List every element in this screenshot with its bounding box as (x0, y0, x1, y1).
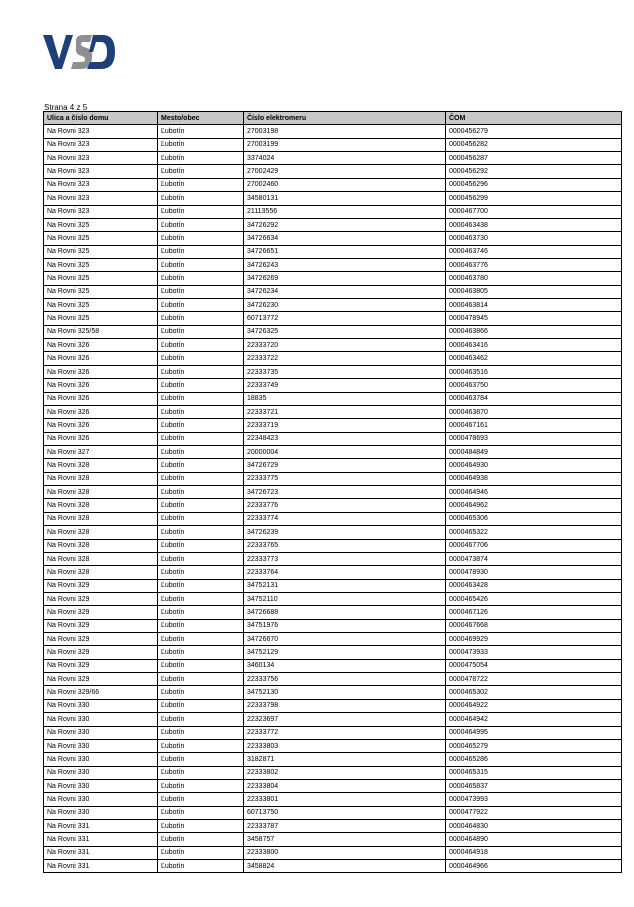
cell-city: Ľubotín (158, 486, 244, 499)
cell-street: Na Rovni 329 (44, 646, 158, 659)
cell-city: Ľubotín (158, 432, 244, 445)
cell-city: Ľubotín (158, 285, 244, 298)
cell-street: Na Rovni 325/58 (44, 325, 158, 338)
cell-meter-number: 34580131 (244, 192, 446, 205)
cell-com: 0000463438 (446, 218, 622, 231)
table-row (44, 779, 622, 792)
cell-com: 0000463416 (446, 339, 622, 352)
cell-meter-number: 22333773 (244, 552, 446, 565)
cell-street: Na Rovni 323 (44, 138, 158, 151)
cell-street: Na Rovni 323 (44, 192, 158, 205)
cell-city: Ľubotín (158, 379, 244, 392)
cell-com: 0000456287 (446, 152, 622, 165)
cell-com: 0000464830 (446, 820, 622, 833)
cell-meter-number: 34726269 (244, 272, 446, 285)
cell-city: Ľubotín (158, 405, 244, 418)
cell-street: Na Rovni 328 (44, 459, 158, 472)
table-row (44, 352, 622, 365)
cell-com: 0000473933 (446, 646, 622, 659)
cell-street: Na Rovni 323 (44, 165, 158, 178)
cell-street: Na Rovni 323 (44, 178, 158, 191)
cell-city: Ľubotín (158, 619, 244, 632)
table-row (44, 339, 622, 352)
cell-com: 0000463780 (446, 272, 622, 285)
cell-city: Ľubotín (158, 806, 244, 819)
cell-street: Na Rovni 328 (44, 499, 158, 512)
cell-meter-number: 22333772 (244, 726, 446, 739)
table-row (44, 699, 622, 712)
cell-street: Na Rovni 325 (44, 312, 158, 325)
cell-street: Na Rovni 330 (44, 779, 158, 792)
cell-city: Ľubotín (158, 686, 244, 699)
cell-street: Na Rovni 326 (44, 379, 158, 392)
cell-com: 0000456282 (446, 138, 622, 151)
cell-com: 0000464890 (446, 833, 622, 846)
cell-street: Na Rovni 331 (44, 860, 158, 873)
cell-street: Na Rovni 329 (44, 633, 158, 646)
cell-meter-number: 18835 (244, 392, 446, 405)
cell-meter-number: 34752129 (244, 646, 446, 659)
cell-street: Na Rovni 328 (44, 566, 158, 579)
cell-com: 0000463428 (446, 579, 622, 592)
cell-city: Ľubotín (158, 606, 244, 619)
cell-street: Na Rovni 328 (44, 526, 158, 539)
cell-meter-number: 34726239 (244, 526, 446, 539)
table-row (44, 138, 622, 151)
cell-street: Na Rovni 325 (44, 258, 158, 271)
cell-com: 0000484849 (446, 445, 622, 458)
cell-meter-number: 22333735 (244, 365, 446, 378)
table-row (44, 245, 622, 258)
cell-city: Ľubotín (158, 165, 244, 178)
cell-meter-number: 21113556 (244, 205, 446, 218)
cell-meter-number: 22333800 (244, 846, 446, 859)
cell-meter-number: 27002460 (244, 178, 446, 191)
header-com: ČOM (446, 112, 622, 125)
cell-com: 0000463750 (446, 379, 622, 392)
cell-com: 0000464918 (446, 846, 622, 859)
cell-meter-number: 34726634 (244, 232, 446, 245)
cell-meter-number: 27003199 (244, 138, 446, 151)
cell-com: 0000463730 (446, 232, 622, 245)
cell-street: Na Rovni 330 (44, 806, 158, 819)
cell-meter-number: 34726230 (244, 299, 446, 312)
cell-street: Na Rovni 326 (44, 365, 158, 378)
table-row (44, 673, 622, 686)
cell-com: 0000478693 (446, 432, 622, 445)
cell-street: Na Rovni 330 (44, 726, 158, 739)
table-row (44, 272, 622, 285)
table-row (44, 432, 622, 445)
cell-meter-number: 34752131 (244, 579, 446, 592)
cell-city: Ľubotín (158, 299, 244, 312)
table-row (44, 405, 622, 418)
cell-city: Ľubotín (158, 860, 244, 873)
page-number: Strana 4 z 5 (44, 103, 88, 112)
cell-city: Ľubotín (158, 258, 244, 271)
cell-com: 0000464962 (446, 499, 622, 512)
table-row (44, 566, 622, 579)
cell-com: 0000467700 (446, 205, 622, 218)
cell-street: Na Rovni 325 (44, 272, 158, 285)
cell-meter-number: 22333765 (244, 539, 446, 552)
cell-city: Ľubotín (158, 579, 244, 592)
cell-city: Ľubotín (158, 526, 244, 539)
cell-city: Ľubotín (158, 592, 244, 605)
cell-street: Na Rovni 330 (44, 739, 158, 752)
cell-street: Na Rovni 326 (44, 405, 158, 418)
cell-meter-number: 22333756 (244, 673, 446, 686)
cell-com: 0000464938 (446, 472, 622, 485)
cell-city: Ľubotín (158, 272, 244, 285)
cell-street: Na Rovni 326 (44, 352, 158, 365)
table-row (44, 539, 622, 552)
cell-city: Ľubotín (158, 566, 244, 579)
cell-street: Na Rovni 325 (44, 232, 158, 245)
table-row (44, 392, 622, 405)
cell-city: Ľubotín (158, 726, 244, 739)
cell-meter-number: 34751976 (244, 619, 446, 632)
cell-city: Ľubotín (158, 552, 244, 565)
cell-meter-number: 22333775 (244, 472, 446, 485)
cell-street: Na Rovni 330 (44, 713, 158, 726)
table-row (44, 205, 622, 218)
table-row (44, 218, 622, 231)
table-row (44, 766, 622, 779)
cell-city: Ľubotín (158, 138, 244, 151)
cell-city: Ľubotín (158, 472, 244, 485)
table-row (44, 312, 622, 325)
cell-city: Ľubotín (158, 192, 244, 205)
cell-city: Ľubotín (158, 779, 244, 792)
cell-meter-number: 34726729 (244, 459, 446, 472)
cell-street: Na Rovni 328 (44, 486, 158, 499)
cell-meter-number: 34726292 (244, 218, 446, 231)
table-row (44, 646, 622, 659)
cell-meter-number: 22333764 (244, 566, 446, 579)
cell-street: Na Rovni 329 (44, 579, 158, 592)
cell-meter-number: 22323697 (244, 713, 446, 726)
cell-com: 0000465279 (446, 739, 622, 752)
cell-meter-number: 34726723 (244, 486, 446, 499)
cell-meter-number: 34726670 (244, 633, 446, 646)
table-row (44, 445, 622, 458)
cell-com: 0000478722 (446, 673, 622, 686)
table-row (44, 860, 622, 873)
cell-street: Na Rovni 329 (44, 592, 158, 605)
cell-com: 0000463870 (446, 405, 622, 418)
cell-meter-number: 22348423 (244, 432, 446, 445)
cell-street: Na Rovni 329 (44, 659, 158, 672)
cell-com: 0000469929 (446, 633, 622, 646)
cell-city: Ľubotín (158, 419, 244, 432)
cell-com: 0000465315 (446, 766, 622, 779)
cell-street: Na Rovni 330 (44, 793, 158, 806)
cell-city: Ľubotín (158, 766, 244, 779)
cell-street: Na Rovni 330 (44, 699, 158, 712)
cell-com: 0000464922 (446, 699, 622, 712)
cell-street: Na Rovni 331 (44, 820, 158, 833)
cell-city: Ľubotín (158, 646, 244, 659)
cell-meter-number: 34726243 (244, 258, 446, 271)
meter-table (43, 111, 622, 873)
cell-city: Ľubotín (158, 152, 244, 165)
cell-meter-number: 22333722 (244, 352, 446, 365)
cell-street: Na Rovni 329 (44, 673, 158, 686)
table-row (44, 806, 622, 819)
table-row (44, 753, 622, 766)
header-meter-number: Číslo elektromeru (244, 112, 446, 125)
table-row (44, 325, 622, 338)
cell-street: Na Rovni 331 (44, 846, 158, 859)
table-row (44, 365, 622, 378)
cell-com: 0000473993 (446, 793, 622, 806)
cell-street: Na Rovni 328 (44, 552, 158, 565)
table-row (44, 726, 622, 739)
header-city: Mesto/obec (158, 112, 244, 125)
cell-com: 0000465322 (446, 526, 622, 539)
table-row (44, 793, 622, 806)
table-row (44, 659, 622, 672)
table-row (44, 619, 622, 632)
cell-meter-number: 22333804 (244, 779, 446, 792)
cell-city: Ľubotín (158, 820, 244, 833)
table-header-row (44, 112, 622, 125)
cell-meter-number: 60713750 (244, 806, 446, 819)
cell-street: Na Rovni 327 (44, 445, 158, 458)
header-street: Ulica a číslo domu (44, 112, 158, 125)
cell-com: 0000467706 (446, 539, 622, 552)
cell-meter-number: 3458757 (244, 833, 446, 846)
table-row (44, 258, 622, 271)
cell-city: Ľubotín (158, 753, 244, 766)
cell-meter-number: 22333721 (244, 405, 446, 418)
cell-meter-number: 34726688 (244, 606, 446, 619)
cell-street: Na Rovni 325 (44, 245, 158, 258)
cell-com: 0000463746 (446, 245, 622, 258)
cell-city: Ľubotín (158, 178, 244, 191)
cell-meter-number: 22333803 (244, 739, 446, 752)
table-row (44, 192, 622, 205)
cell-meter-number: 3374024 (244, 152, 446, 165)
cell-street: Na Rovni 330 (44, 766, 158, 779)
cell-street: Na Rovni 323 (44, 205, 158, 218)
table-row (44, 178, 622, 191)
cell-meter-number: 27002429 (244, 165, 446, 178)
cell-city: Ľubotín (158, 245, 244, 258)
table-row (44, 379, 622, 392)
cell-street: Na Rovni 326 (44, 419, 158, 432)
cell-meter-number: 22333774 (244, 512, 446, 525)
cell-com: 0000467668 (446, 619, 622, 632)
cell-city: Ľubotín (158, 846, 244, 859)
cell-com: 0000475054 (446, 659, 622, 672)
cell-meter-number: 27003198 (244, 125, 446, 138)
cell-street: Na Rovni 329/66 (44, 686, 158, 699)
cell-street: Na Rovni 325 (44, 285, 158, 298)
cell-meter-number: 22333776 (244, 499, 446, 512)
cell-city: Ľubotín (158, 793, 244, 806)
cell-com: 0000473874 (446, 552, 622, 565)
cell-city: Ľubotín (158, 205, 244, 218)
cell-street: Na Rovni 329 (44, 606, 158, 619)
cell-com: 0000463462 (446, 352, 622, 365)
cell-street: Na Rovni 323 (44, 125, 158, 138)
table-row (44, 846, 622, 859)
cell-com: 0000477922 (446, 806, 622, 819)
cell-com: 0000464930 (446, 459, 622, 472)
table-row (44, 486, 622, 499)
cell-city: Ľubotín (158, 459, 244, 472)
cell-city: Ľubotín (158, 352, 244, 365)
table-row (44, 820, 622, 833)
table-row (44, 232, 622, 245)
table-row (44, 285, 622, 298)
cell-city: Ľubotín (158, 512, 244, 525)
cell-meter-number: 34752110 (244, 592, 446, 605)
table-row (44, 713, 622, 726)
table-body (44, 125, 622, 873)
table-row (44, 526, 622, 539)
cell-meter-number: 34752130 (244, 686, 446, 699)
cell-com: 0000463516 (446, 365, 622, 378)
cell-street: Na Rovni 328 (44, 539, 158, 552)
cell-city: Ľubotín (158, 232, 244, 245)
table-row (44, 499, 622, 512)
cell-city: Ľubotín (158, 499, 244, 512)
cell-city: Ľubotín (158, 659, 244, 672)
cell-meter-number: 22333801 (244, 793, 446, 806)
table-row (44, 459, 622, 472)
cell-meter-number: 34726325 (244, 325, 446, 338)
cell-city: Ľubotín (158, 339, 244, 352)
cell-meter-number: 22333749 (244, 379, 446, 392)
cell-com: 0000464966 (446, 860, 622, 873)
table-row (44, 472, 622, 485)
cell-meter-number: 3182871 (244, 753, 446, 766)
cell-com: 0000465306 (446, 512, 622, 525)
cell-com: 0000465837 (446, 779, 622, 792)
cell-city: Ľubotín (158, 312, 244, 325)
cell-city: Ľubotín (158, 699, 244, 712)
cell-com: 0000463814 (446, 299, 622, 312)
cell-meter-number: 60713772 (244, 312, 446, 325)
cell-city: Ľubotín (158, 218, 244, 231)
cell-meter-number: 3460134 (244, 659, 446, 672)
table-row (44, 419, 622, 432)
vsd-logo-graphic (43, 33, 115, 71)
table-row (44, 512, 622, 525)
table-row (44, 686, 622, 699)
cell-com: 0000456292 (446, 165, 622, 178)
cell-com: 0000467161 (446, 419, 622, 432)
cell-meter-number: 34726651 (244, 245, 446, 258)
cell-com: 0000478930 (446, 566, 622, 579)
cell-meter-number: 34726234 (244, 285, 446, 298)
cell-street: Na Rovni 326 (44, 339, 158, 352)
cell-meter-number: 22333787 (244, 820, 446, 833)
cell-meter-number: 22333719 (244, 419, 446, 432)
cell-meter-number: 22333720 (244, 339, 446, 352)
cell-com: 0000456299 (446, 192, 622, 205)
cell-com: 0000464946 (446, 486, 622, 499)
table-row (44, 552, 622, 565)
table-row (44, 125, 622, 138)
cell-com: 0000465286 (446, 753, 622, 766)
cell-com: 0000463866 (446, 325, 622, 338)
cell-city: Ľubotín (158, 633, 244, 646)
cell-com: 0000465302 (446, 686, 622, 699)
cell-com: 0000478945 (446, 312, 622, 325)
vsd-logo (43, 33, 115, 71)
cell-com: 0000463776 (446, 258, 622, 271)
cell-city: Ľubotín (158, 445, 244, 458)
cell-street: Na Rovni 329 (44, 619, 158, 632)
table-row (44, 152, 622, 165)
cell-street: Na Rovni 330 (44, 753, 158, 766)
cell-street: Na Rovni 325 (44, 299, 158, 312)
cell-city: Ľubotín (158, 325, 244, 338)
cell-street: Na Rovni 331 (44, 833, 158, 846)
table-row (44, 579, 622, 592)
cell-city: Ľubotín (158, 739, 244, 752)
cell-com: 0000464995 (446, 726, 622, 739)
table-row (44, 633, 622, 646)
cell-city: Ľubotín (158, 713, 244, 726)
table-row (44, 739, 622, 752)
cell-city: Ľubotín (158, 539, 244, 552)
cell-street: Na Rovni 326 (44, 392, 158, 405)
cell-street: Na Rovni 326 (44, 432, 158, 445)
cell-com: 0000463805 (446, 285, 622, 298)
cell-street: Na Rovni 328 (44, 472, 158, 485)
cell-street: Na Rovni 328 (44, 512, 158, 525)
cell-meter-number: 22333798 (244, 699, 446, 712)
cell-com: 0000467126 (446, 606, 622, 619)
cell-com: 0000464942 (446, 713, 622, 726)
table-row (44, 833, 622, 846)
cell-com: 0000456296 (446, 178, 622, 191)
cell-com: 0000465426 (446, 592, 622, 605)
cell-city: Ľubotín (158, 125, 244, 138)
table-row (44, 592, 622, 605)
cell-city: Ľubotín (158, 392, 244, 405)
cell-meter-number: 22333802 (244, 766, 446, 779)
cell-city: Ľubotín (158, 365, 244, 378)
cell-city: Ľubotín (158, 833, 244, 846)
cell-com: 0000456279 (446, 125, 622, 138)
cell-meter-number: 3458824 (244, 860, 446, 873)
table-row (44, 606, 622, 619)
cell-street: Na Rovni 323 (44, 152, 158, 165)
cell-com: 0000463784 (446, 392, 622, 405)
cell-street: Na Rovni 325 (44, 218, 158, 231)
cell-city: Ľubotín (158, 673, 244, 686)
cell-meter-number: 20000004 (244, 445, 446, 458)
table-row (44, 299, 622, 312)
table-row (44, 165, 622, 178)
